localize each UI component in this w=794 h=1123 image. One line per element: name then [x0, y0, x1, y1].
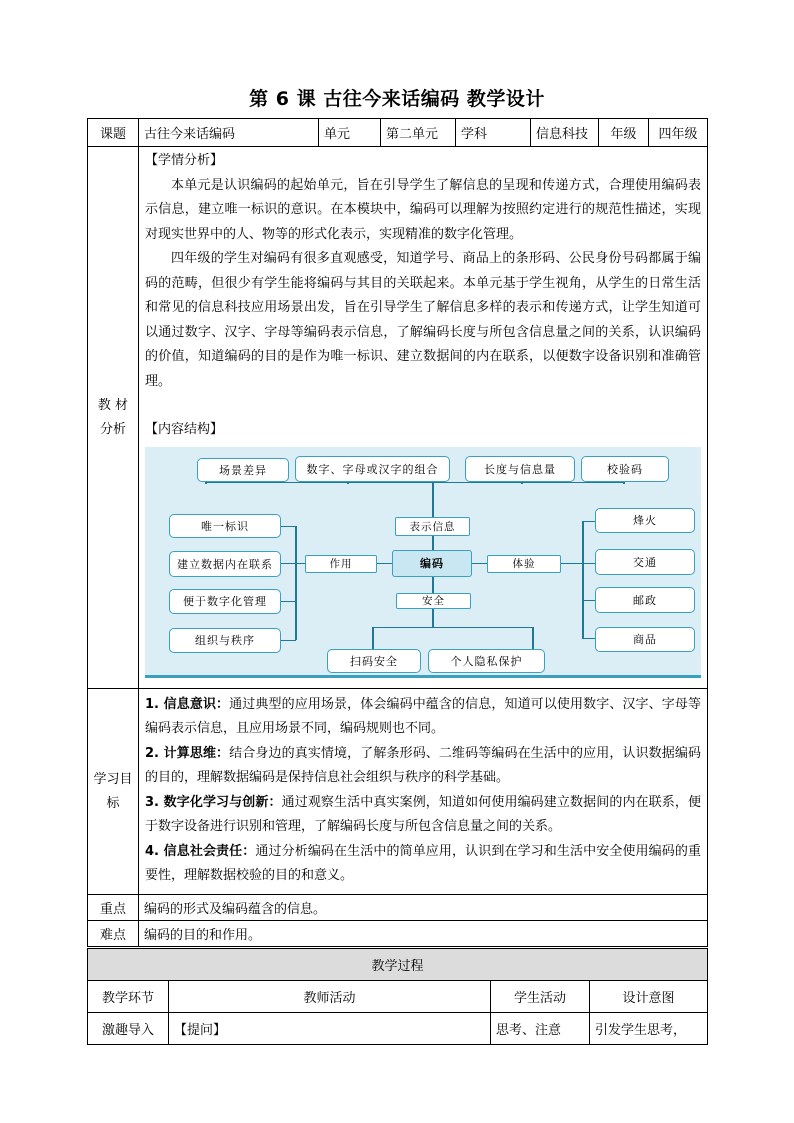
link-label-top: 表示信息 — [395, 517, 470, 536]
bottom-right-drop — [532, 627, 534, 649]
process-row — [88, 1013, 708, 1045]
process-header-row — [88, 981, 708, 1013]
xueqing-paragraph-2: 四年级的学生对编码有很多直观感受，知道学号、商品上的条形码、公民身份号码都属于编码的范畴，但很少有学生能将编码与其目的关联起来。本单元基于学生视角，从学生的日常生活和常见的信息科技应用场景出发，旨在引导学生了解信息多样的表示和传递方式，让学生知道可以通过数字、汉字、字母等编码表示信息，了解编码长度与所包含信息量之间的关系，认识编码的价值，知道编码的目的是作为唯一标识、建立数据间的内在联系，以便数字设备识别和准确管理。 — [145, 251, 701, 389]
process-table — [87, 948, 708, 1045]
xueqing-heading: 【学情分析】 — [145, 153, 224, 168]
process-cell: 激趣导入 — [88, 1013, 169, 1045]
keti-label: 课题 — [88, 119, 139, 147]
col-header: 学生活动 — [491, 981, 590, 1013]
bottom-vertical — [432, 607, 434, 627]
analysis-label: 教 材 分析 — [88, 147, 139, 689]
process-cell: 思考、注意 — [491, 1013, 590, 1045]
left-join — [295, 563, 305, 565]
zhongdian-value: 编码的形式及编码蕴含的信息。 — [139, 895, 708, 921]
left-node: 组织与秩序 — [169, 628, 281, 653]
right-tick — [582, 563, 595, 565]
right-node: 邮政 — [595, 587, 695, 613]
left-tick — [281, 601, 296, 603]
goal-item — [145, 840, 701, 889]
top-node: 校验码 — [581, 456, 669, 482]
xueke-value: 信息科技 — [531, 119, 599, 147]
left-node: 建立数据内在联系 — [169, 551, 281, 577]
zhongdian-row — [88, 895, 708, 921]
left-node: 唯一标识 — [169, 514, 281, 538]
danyuan-value: 第二单元 — [381, 119, 456, 147]
left-tick — [281, 563, 296, 565]
bottom-connector — [372, 627, 532, 629]
page-title: 第 6 课 古往今来话编码 教学设计 — [249, 88, 545, 110]
goal-text: 结合身边的真实情境，了解条形码、二维码等编码在生活中的应用，认识数据编码的目的，理解数据编码是保持信息社会组织与秩序的科学基础。 — [145, 745, 701, 785]
mid-vertical-bottom — [432, 577, 434, 593]
right-node: 交通 — [595, 549, 695, 575]
process-title: 教学过程 — [88, 949, 708, 981]
zhongdian-label: 重点 — [88, 895, 139, 921]
goal-item — [145, 791, 701, 840]
top-connector — [205, 482, 623, 484]
goal-item — [145, 693, 701, 742]
content-structure-diagram — [145, 447, 701, 678]
top-vertical — [432, 482, 434, 517]
nianji-value: 四年级 — [649, 119, 708, 147]
col-header: 教学环节 — [88, 981, 169, 1013]
left-node: 便于数字化管理 — [169, 589, 281, 614]
nandian-label: 难点 — [88, 921, 139, 947]
right-tick — [582, 521, 595, 523]
lesson-info-table — [87, 118, 708, 947]
xueqing-paragraph-1: 本单元是认识编码的起始单元，旨在引导学生了解信息的呈现和传递方式，合理使用编码表示信息，建立唯一标识的意识。在本模块中，编码可以理解为按照约定进行的规范性描述，实现对现实世界中的人、物等的形式化表示，实现精准的数字化管理。 — [145, 177, 701, 242]
bottom-left-drop — [372, 627, 374, 649]
link-label-left: 作用 — [305, 555, 377, 573]
goal-text: 通过观察生活中真实案例，知道如何使用编码建立数据间的内在联系，便于数字设备进行识别和管理，了解编码长度与所包含信息量之间的关系。 — [145, 794, 701, 834]
center-node: 编码 — [392, 550, 472, 577]
goal-item — [145, 742, 701, 791]
left-bracket — [295, 526, 297, 640]
top-node: 长度与信息量 — [465, 456, 575, 482]
mid-vertical-top — [432, 536, 434, 550]
nianji-label: 年级 — [599, 119, 649, 147]
process-cell: 引发学生思考， — [590, 1013, 708, 1045]
col-header: 设计意图 — [590, 981, 708, 1013]
nandian-row — [88, 921, 708, 947]
analysis-row — [88, 147, 708, 689]
goals-row — [88, 689, 708, 895]
right-tick — [582, 600, 595, 602]
goal-text: 通过分析编码在生活中的简单应用，认识到在学习和生活中安全使用编码的重要性，理解数据校验的目的和意义。 — [145, 843, 701, 883]
bottom-node: 扫码安全 — [327, 649, 421, 673]
top-node: 数字、字母或汉字的组合 — [295, 456, 450, 482]
goal-key: 4. 信息社会责任： — [145, 843, 256, 859]
right-tick — [582, 638, 595, 640]
left-tick — [281, 526, 296, 528]
link-label-bottom: 安全 — [396, 593, 471, 609]
process-cell: 【提问】 — [169, 1013, 491, 1045]
goals-label: 学习目标 — [88, 689, 139, 895]
right-node: 烽火 — [595, 508, 695, 533]
right-node: 商品 — [595, 627, 695, 652]
neirong-heading: 【内容结构】 — [145, 422, 224, 437]
header-row — [88, 119, 708, 147]
link-label-right: 体验 — [487, 555, 561, 573]
diagram-bottom-bar — [145, 675, 701, 678]
left-tick — [281, 640, 296, 642]
goal-key: 3. 数字化学习与创新： — [145, 794, 282, 810]
goal-text: 通过典型的应用场景，体会编码中蕴含的信息，知道可以使用数字、汉字、字母等编码表示信息，且应用场景不同，编码规则也不同。 — [145, 696, 701, 736]
top-node: 场景差异 — [197, 458, 289, 482]
right-bracket — [582, 521, 584, 638]
keti-value: 古往今来话编码 — [139, 119, 319, 147]
goal-key: 1. 信息意识： — [145, 696, 230, 712]
col-header: 教师活动 — [169, 981, 491, 1013]
xueke-label: 学科 — [456, 119, 531, 147]
nandian-value: 编码的目的和作用。 — [139, 921, 708, 947]
bottom-node: 个人隐私保护 — [428, 649, 545, 673]
goal-key: 2. 计算思维： — [145, 745, 230, 761]
danyuan-label: 单元 — [319, 119, 381, 147]
